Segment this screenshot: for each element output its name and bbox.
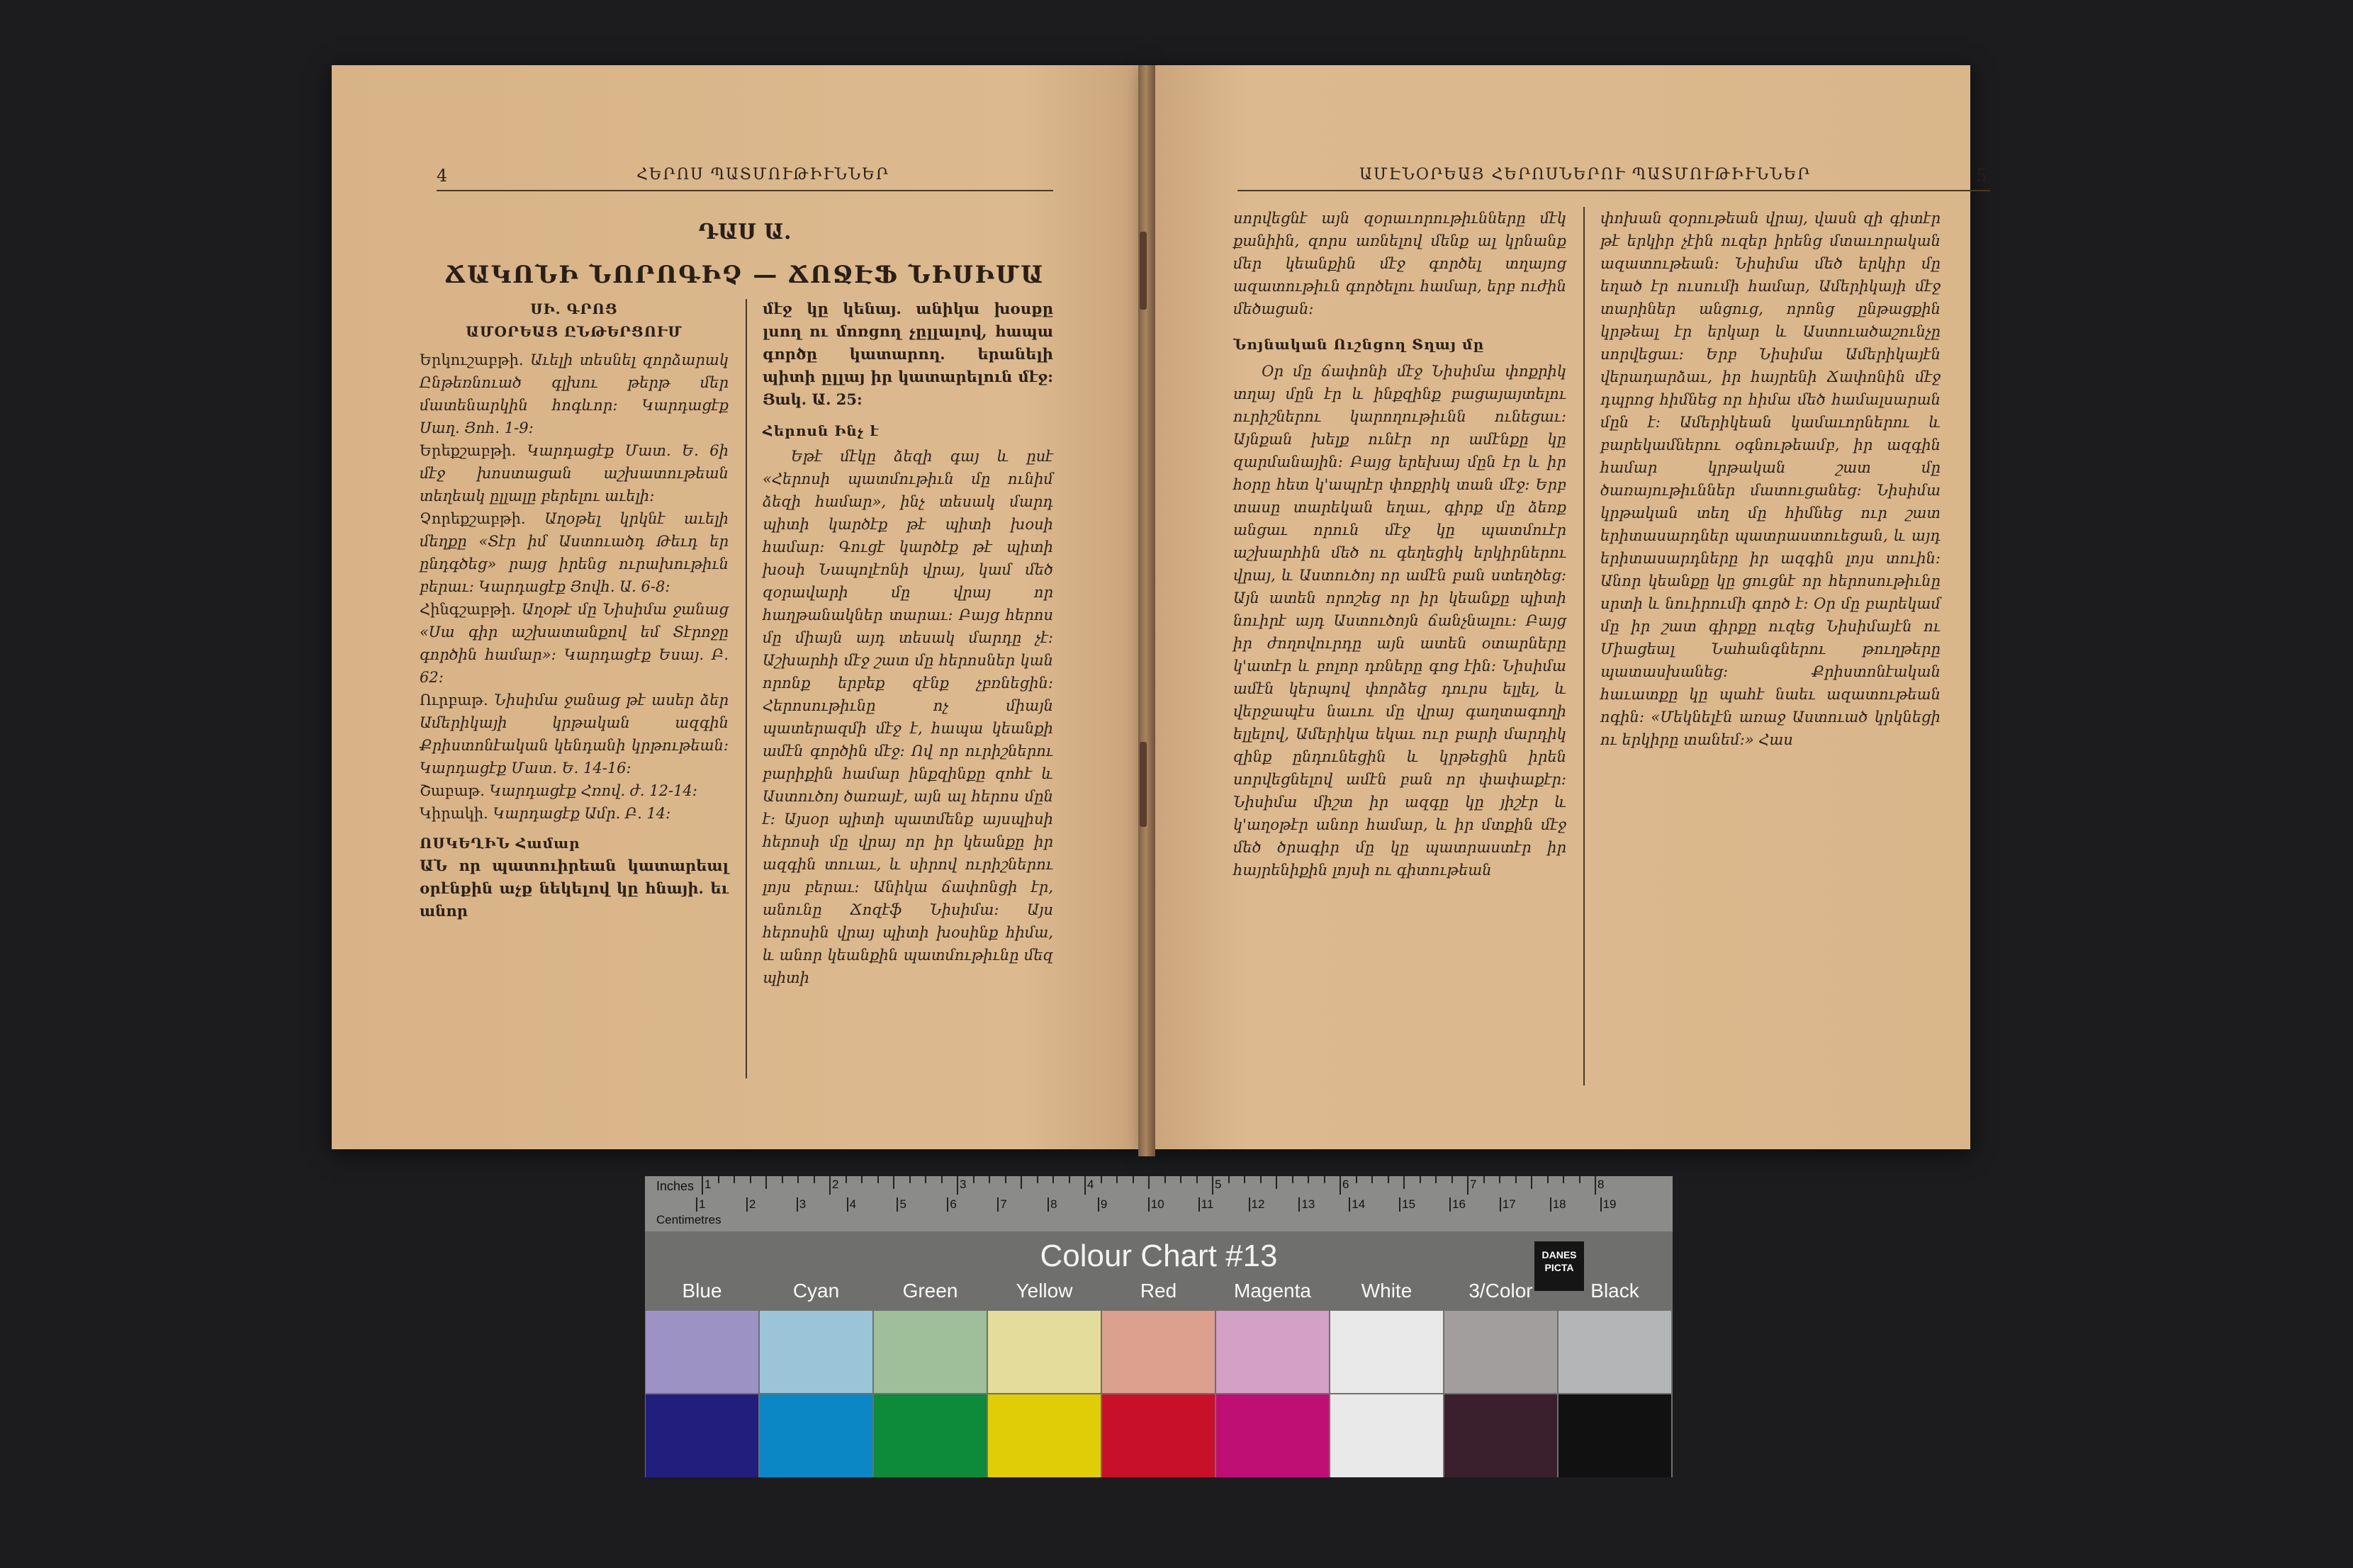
minor-tick (1563, 1176, 1564, 1183)
cm-number: 5 (899, 1197, 906, 1211)
cm-number: 17 (1502, 1197, 1516, 1211)
swatch-label: Red (1140, 1280, 1177, 1302)
minor-tick (734, 1176, 735, 1183)
lesson-title: ԴԱՍ Ա. (698, 220, 792, 244)
inch-tick (1467, 1176, 1468, 1195)
cm-tick (746, 1197, 748, 1212)
swatch-label: Green (902, 1280, 958, 1302)
reading-entry: Ուրբաթ. Նիսիմա ջանաց թէ ասեր ձեր Ամերիկայի կրթական ազգին Քրիստոնէական կենդանի կրթութեան: Կարդացէք Մատ. Ե. 14-16: (420, 692, 729, 777)
page-number: 4 (437, 166, 448, 186)
reading-entry: Երկուշաբթի. Աւելի տեսնել զորձարակ Ընթեռնուած գլխու թերթ մեր մատենարկին հոգևոր: Կարդացէք Սաղ. Յոհ. 1-9: (420, 351, 729, 436)
minor-tick (1260, 1176, 1262, 1183)
cm-tick (947, 1197, 948, 1212)
swatch-light-black (1559, 1311, 1671, 1393)
swatch-dark-yellow (988, 1394, 1101, 1477)
inch-tick (1084, 1176, 1086, 1195)
minor-tick (893, 1176, 894, 1189)
cm-tick (1449, 1197, 1451, 1212)
minor-tick (1244, 1176, 1245, 1183)
cm-tick (797, 1197, 798, 1212)
section-heading: Հերոսն Ինչ է (763, 422, 880, 439)
colour-chart (645, 1176, 1673, 1477)
minor-tick (1180, 1176, 1181, 1183)
cm-number: 6 (950, 1197, 957, 1211)
inch-number: 7 (1470, 1178, 1477, 1191)
swatch-dark-black (1559, 1394, 1671, 1477)
swatch-dark-white (1330, 1394, 1443, 1477)
swatch-dark-green (874, 1394, 987, 1477)
swatch-label: Blue (682, 1280, 722, 1302)
minor-tick (846, 1176, 847, 1183)
minor-tick (1499, 1176, 1500, 1183)
inch-tick (1340, 1176, 1341, 1195)
minor-tick (1356, 1176, 1357, 1183)
left-column-2 (763, 298, 1053, 989)
inch-tick (702, 1176, 703, 1195)
minor-tick (1515, 1176, 1517, 1183)
cm-number: 7 (1000, 1197, 1007, 1211)
minor-tick (1116, 1176, 1118, 1183)
left-page (332, 65, 1145, 1149)
swatch-dark-blue (646, 1394, 758, 1477)
minor-tick (941, 1176, 943, 1183)
staple (1140, 742, 1147, 827)
swatch-light-3color (1444, 1311, 1557, 1393)
cm-number: 9 (1100, 1197, 1108, 1211)
running-head: ԱՄԷՆՕՐԵԱՅ ՀԵՐՈՍՆԵՐՈՒ ՊԱՏՄՈՒԹԻՒՆՆԵՐ (1359, 166, 1812, 184)
cm-number: 12 (1251, 1197, 1265, 1211)
minor-tick (1228, 1176, 1230, 1183)
right-column-1 (1233, 207, 1566, 881)
header-rule (437, 190, 1053, 191)
inch-number: 6 (1342, 1178, 1349, 1191)
reading-entry: Երեքշաբթի. Կարդացէք Մատ. Ե. 6ի մէջ խոստացան աշխատութեան տեղեակ ըլլալը բերելու աւելի: (420, 442, 729, 504)
minor-tick (814, 1176, 815, 1183)
column-heading: ՍԻ. ԳՐՈՑ (530, 300, 618, 317)
swatch-light-blue (646, 1311, 758, 1393)
minor-tick (1403, 1176, 1405, 1189)
column-divider (1583, 207, 1585, 1085)
minor-tick (1420, 1176, 1421, 1183)
inch-number: 2 (832, 1178, 839, 1191)
inch-number: 5 (1215, 1178, 1222, 1191)
minor-tick (750, 1176, 751, 1183)
cm-number: 3 (799, 1197, 807, 1211)
inch-number: 1 (704, 1178, 712, 1191)
book-spine (1138, 65, 1155, 1156)
inch-number: 4 (1087, 1178, 1094, 1191)
minor-tick (877, 1176, 879, 1183)
minor-tick (909, 1176, 911, 1183)
cm-number: 11 (1201, 1197, 1214, 1211)
header-rule (1237, 190, 1990, 191)
golden-text-continued: մէջ կը կենայ. անիկա խօսքը լսող ու մոռցող չըլլալով, հապա գործը կատարող. երանելի պիտի ըլլայ իր կատարելուն մէջ: Յակ. Ա. 25: (763, 300, 1053, 408)
cm-tick (1600, 1197, 1602, 1212)
cm-tick (1148, 1197, 1150, 1212)
swatch-label: 3/Color (1468, 1280, 1533, 1302)
cm-number: 2 (748, 1197, 756, 1211)
cm-number: 15 (1402, 1197, 1416, 1211)
minor-tick (1308, 1176, 1309, 1183)
cm-tick (1550, 1197, 1551, 1212)
swatch-label: Cyan (792, 1280, 840, 1302)
minor-tick (1324, 1176, 1325, 1183)
right-column-2 (1600, 207, 1941, 751)
cm-tick (1298, 1197, 1300, 1212)
column-heading: ԱՄՕՐԵԱՅ ԸՆԹԵՐՑՈՒՄ (466, 323, 683, 340)
minor-tick (1148, 1176, 1150, 1189)
minor-tick (1101, 1176, 1102, 1183)
minor-tick (797, 1176, 799, 1183)
minor-tick (925, 1176, 926, 1183)
cm-number: 4 (849, 1197, 857, 1211)
inch-tick (957, 1176, 958, 1195)
swatch-label: White (1361, 1280, 1413, 1302)
section-heading: Նոյնական Ուշնցող Տղայ մը (1233, 336, 1485, 353)
cm-tick (1249, 1197, 1250, 1212)
running-head: ՀԵՐՈՍ ՊԱՏՄՈՒԹԻՒՆՆԵՐ (636, 166, 890, 184)
cm-tick (897, 1197, 898, 1212)
minor-tick (1451, 1176, 1453, 1183)
minor-tick (782, 1176, 783, 1183)
left-column-1 (420, 298, 729, 923)
minor-tick (1388, 1176, 1389, 1183)
inches-label: Inches (656, 1179, 695, 1193)
body-text: սորվեցնէ այն զօրաւորութիւնները մէկ քանիին, զորս առնելով մենք ալ կրնանք մեր կեանքին մէջ գործել տղայոց ազատութիւն գործելու համար, երբ ուժին մեծացան: (1233, 210, 1566, 317)
cm-tick (1048, 1197, 1049, 1212)
minor-tick (973, 1176, 975, 1183)
minor-tick (1069, 1176, 1070, 1183)
cm-tick (997, 1197, 999, 1212)
golden-text-heading: ՈՍԿԵՂԻՆ Համար (420, 835, 580, 852)
minor-tick (1164, 1176, 1166, 1183)
minor-tick (1579, 1176, 1580, 1183)
golden-text: ԱՆ որ պատուիրեան կատարեալ օրէնքին աչք նեկելով կը հնայի. եւ անոր (420, 857, 729, 920)
body-text: Եթէ մէկը ձեզի գայ և ըսէ «Հերոսի պատմութիւն մը ունիմ ձեզի համար», ինչ տեսակ մարդ պիտի կարծէք թէ պիտի խօսի համար: Գուցէ կարծէք թէ պիտի խօսի Նապոլէոնի վրայ, կամ մեծ զօրավարի մը վրայ որ հաղթանակներ տարաւ: Բայց հերոս մը միայն այդ տեսակ մարդը չէ: Աշխարհի մէջ շատ մը հերոսներ կան որոնք երբեք զէնք չբռնեցին: Հերոսութիւնը ոչ միայն պատերազմի մէջ է, հապա կեանքի ամէն գործին մէջ: Ով որ ուրիշներու բարիքին համար ինքզինքը զոհէ և Աստուծոյ ծառայէ, այն ալ հերոս մըն է: Այսօր պիտի պատմենք այսպիսի հերոսի մը վրայ որ իր կեանքը իր ազգին տուաւ, և սիրով ուրիշներու լոյս բերաւ: Անիկա ճափոնցի էր, անունը Ճոզէֆ Նիսիմա: Այս հերոսին վրայ պիտի խօսինք հիմա, և անոր կեանքին պատմութիւնը մեզ պիտի (763, 448, 1053, 986)
right-page (1147, 65, 1987, 1149)
reading-entry: Շաբաթ. Կարդացէք Հռով. ժ. 12-14: (420, 782, 697, 799)
swatch-label: Magenta (1234, 1280, 1311, 1302)
reading-entry: Չորեքշաբթի. Աղօթել կրկնէ աւելի մեղքը «Տէր իմ Աստուածդ Թեւդ եր ընդգծեց» րայց իրենց ուրախութիւն բերաւ: Կարդացէք Յովհ. Ա. 6-8: (420, 510, 729, 595)
swatch-light-yellow (988, 1311, 1101, 1393)
swatch-label: Yellow (1016, 1280, 1073, 1302)
swatch-dark-3color (1444, 1394, 1557, 1477)
swatch-label: Black (1590, 1280, 1639, 1302)
minor-tick (1196, 1176, 1198, 1183)
minor-tick (1037, 1176, 1038, 1183)
swatch-dark-magenta (1216, 1394, 1329, 1477)
minor-tick (718, 1176, 719, 1183)
minor-tick (765, 1176, 767, 1189)
inch-tick (1595, 1176, 1596, 1195)
swatch-light-cyan (760, 1311, 872, 1393)
cm-number: 8 (1050, 1197, 1057, 1211)
reading-entry: Կիրակի. Կարդացէք Ամր. Բ. 14: (420, 805, 671, 822)
cm-tick (847, 1197, 848, 1212)
measurement-ruler (645, 1176, 1673, 1231)
minor-tick (1133, 1176, 1134, 1183)
column-divider (746, 299, 747, 1078)
minor-tick (1276, 1176, 1277, 1189)
cm-number: 16 (1451, 1197, 1466, 1211)
swatch-light-magenta (1216, 1311, 1329, 1393)
staple (1140, 232, 1147, 310)
body-text: փոխան զօրութեան վրայ, վասն զի գիտէր թէ երկիր չէին ուզեր իրենց մտաւորական ազատութեան: Նիսիմա մեծ երկիր մը եղած էր ուսումի համար, Ամերիկայի մէջ տարիներ անցուց, որոնց ընթացքին կրթեալ էր երկար և Աստուածաշունչը սորվեցաւ: Երբ Նիսիմա Ամերիկայէն վերադարձաւ, իր հայրենի Ճափոնին մէջ դպրոց հիմնեց որ հիմա մեծ համալսարան մըն է: Ամերիկեան կամաւորներու և բարեկամներու օգնութեամբ, իր ազգին համար կրթական շատ մը ծառայութիւններ մատուցանեց: Նիսիմա կրթական տեղ մը հիմնեց ուր շատ երիտասարդներ պատրաստուեցան, և այդ երիտասարդները իր ազգին լոյս տուին: Անոր կեանքը կը ցուցնէ որ հերոսութիւնը սրտի և նուիրումի գործ է: Օր մը բարեկամ մը իր շատ գիրքը ուզեց Նիսիմայէն ու Միացեալ Նահանգներու թուղթերը պատասխանեց: Քրիստոնէական հաւատքը կը պահէ նաեւ ազատութեան ոգին: «Մեկնելէն առաջ Աստուած կրկնեցի ու երկիրը տանեմ:» Հաս (1600, 210, 1941, 748)
cm-number: 14 (1352, 1197, 1366, 1211)
minor-tick (1435, 1176, 1437, 1183)
cm-tick (1399, 1197, 1400, 1212)
lesson-subtitle: ՃԱԿՈՆԻ ՆՈՐՈԳԻՉ — ՃՈՋԷՖ ՆԻՍԻՄԱ (444, 261, 1045, 289)
body-text: Օր մը ճափոնի մէջ Նիսիմա փոքրիկ տղայ մըն էր և ինքզինք բացայայտելու ուրիշներու կարողութիւնն ունեցաւ: Այնքան խելք ունէր որ ամէնքը կը զարմանային: Բայց երեխայ մըն էր և իր հօրը հետ կ'ապրէր փոքրիկ տան մէջ: Երբ տասը տարեկան եղաւ, գիրք մը ձեռք անցաւ որուն մէջ կը պատմուէր աշխարհին մեծ ու գեղեցիկ երկիրներու վրայ, և Աստուծոյ որ ամէն բան ստեղծեց: Այն ատեն որոշեց որ իր կեանքը պիտի նուիրէ այդ Աստուծոյն ճանչնալու: Բայց իր ժողովուրդը այն ատեն օտարները կ'ատէր և բոլոր դռները գոց էին: Նիսիմա ամէն կերպով փորձեց դուրս ելլել, և վերջապէս նաւու մը վրայ գաղտագողի ելլելով, Ամերիկա եկաւ ուր բարի մարդիկ զինք ընդունեցին և կրթեցին իրեն սորվեցնելով ամէն բան որ փափաքէր: Նիսիմա միշտ իր ազգը կը յիշէր և կ'աղօթէր անոր համար, և իր մտքին մէջ մեծ ծրագիր մը կը պատրաստէր իր հայրենիքին լոյսի ու գիտութեան (1233, 363, 1566, 879)
swatch-light-red (1102, 1311, 1215, 1393)
minor-tick (861, 1176, 863, 1183)
minor-tick (1547, 1176, 1549, 1183)
swatch-labels (645, 1280, 1673, 1308)
cm-number: 19 (1602, 1197, 1617, 1211)
cm-tick (1198, 1197, 1200, 1212)
swatch-dark-cyan (760, 1394, 872, 1477)
page-number: 5 (1976, 166, 1987, 186)
cm-number: 1 (699, 1197, 706, 1211)
inch-number: 8 (1597, 1178, 1605, 1191)
inch-tick (1212, 1176, 1213, 1195)
cm-tick (1500, 1197, 1501, 1212)
swatch-dark-red (1102, 1394, 1215, 1477)
swatch-light-green (874, 1311, 987, 1393)
minor-tick (1531, 1176, 1532, 1189)
cm-number: 18 (1552, 1197, 1566, 1211)
minor-tick (1483, 1176, 1485, 1183)
swatch-light-white (1330, 1311, 1443, 1393)
danes-picta-logo: DANES PICTA (1534, 1241, 1584, 1291)
inch-tick (829, 1176, 831, 1195)
centimetres-label: Centimetres (656, 1213, 721, 1226)
cm-tick (1349, 1197, 1350, 1212)
minor-tick (1005, 1176, 1006, 1183)
reading-entry: Հինգշաբթի. Աղօթէ մը Նիսիմա ջանաց «Սա գիր աշխատանքով եմ Տէրոջը գործին համար»: Կարդացէք Եսայ. Բ. 62: (420, 601, 729, 686)
chart-title: Colour Chart #13 (1040, 1239, 1278, 1273)
minor-tick (1021, 1176, 1022, 1189)
minor-tick (1052, 1176, 1054, 1183)
cm-number: 10 (1150, 1197, 1164, 1211)
minor-tick (1292, 1176, 1293, 1183)
cm-number: 13 (1301, 1197, 1315, 1211)
cm-tick (1098, 1197, 1099, 1212)
minor-tick (989, 1176, 990, 1183)
cm-tick (696, 1197, 697, 1212)
open-booklet (332, 65, 1987, 1156)
minor-tick (1371, 1176, 1373, 1183)
inch-number: 3 (960, 1178, 967, 1191)
